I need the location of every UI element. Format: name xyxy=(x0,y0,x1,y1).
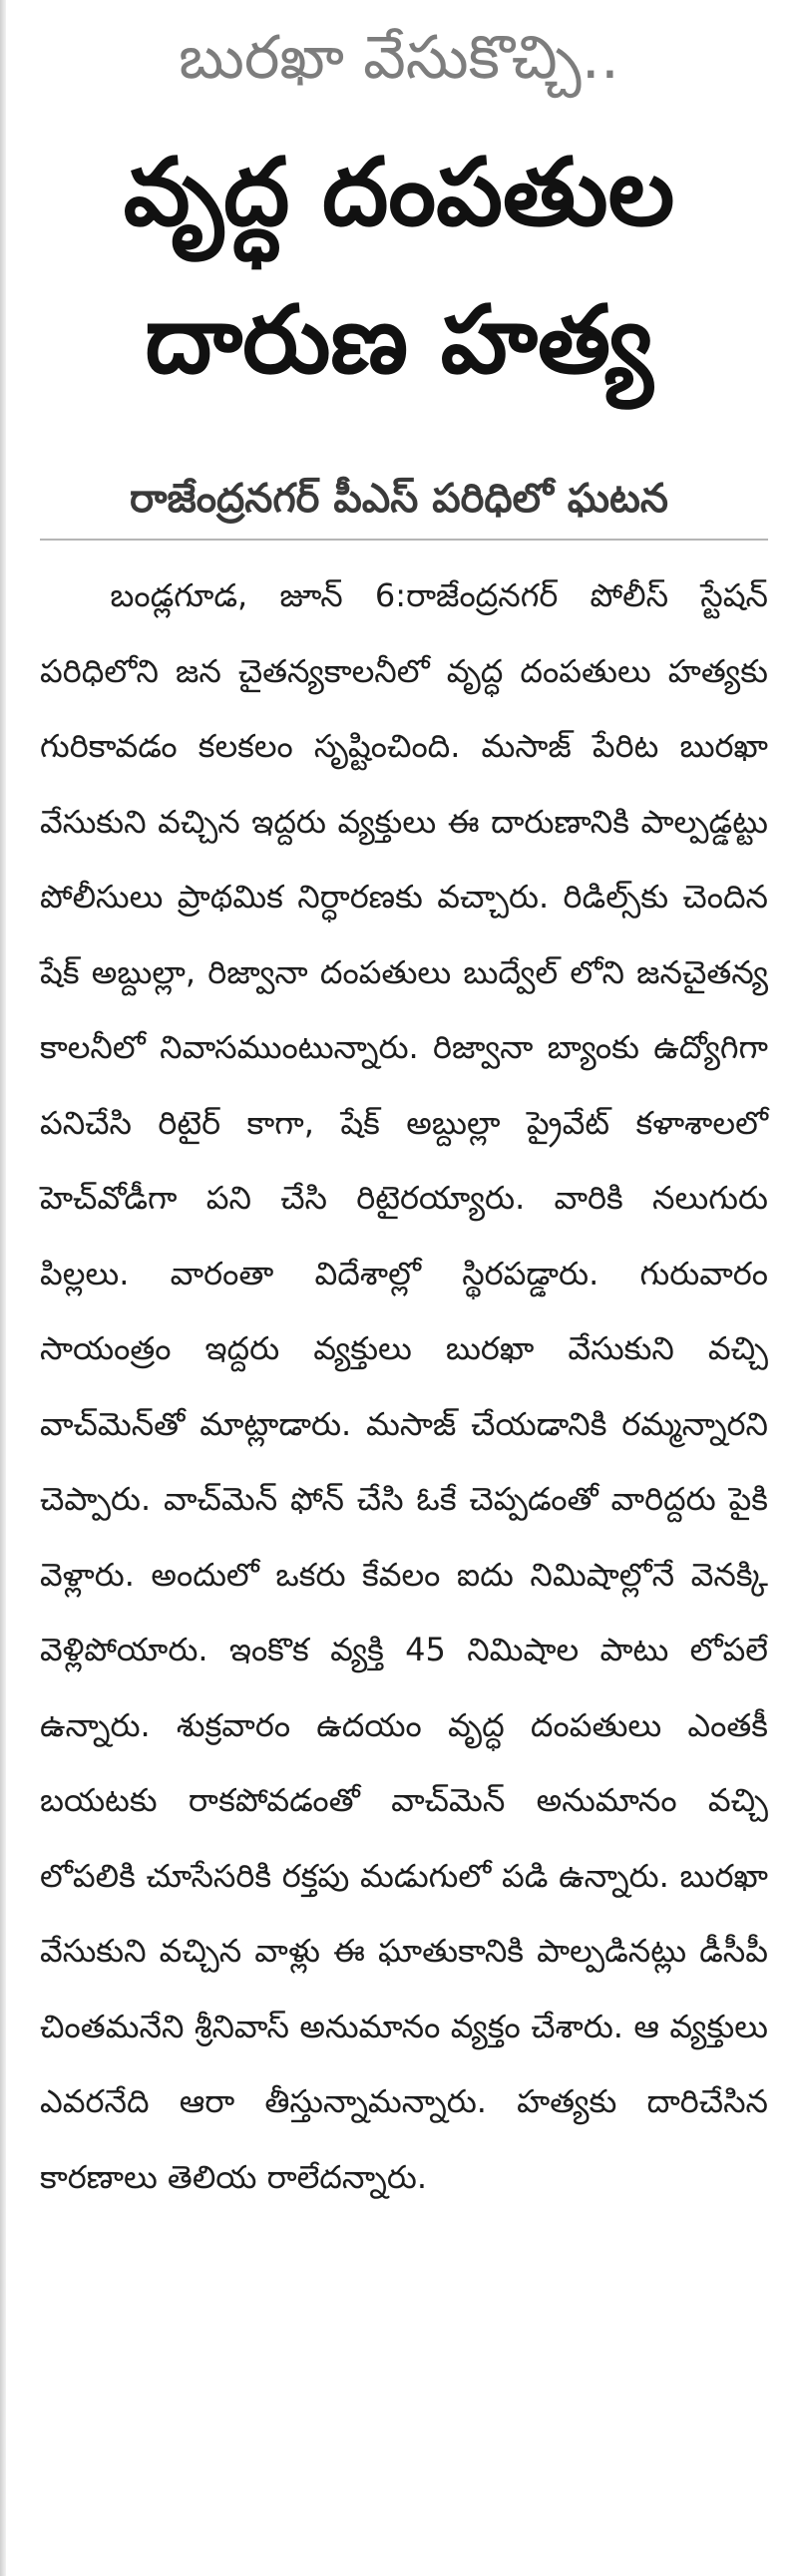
article-headline xyxy=(0,120,798,415)
article-kicker: బురఖా వేసుకొచ్చి.. xyxy=(179,23,619,93)
headline-line-2: దారుణ హత్య xyxy=(145,286,653,395)
article-body: బండ్లగూడ, జూన్‌ 6:రాజేంద్రనగర్‌ పోలీస్‌ స్టేషన్‌ పరిధిలోని జన చైతన్యకాలనీలో వృద్ధ దంపతులు హత్యకు గురికావడం కలకలం సృష్టించింది. మసాజ్‌ పేరిట బురఖా వేసుకుని వచ్చిన ఇద్దరు వ్యక్తులు ఈ దారుణానికి పాల్పడ్డట్టు పోలీసులు ప్రాథమిక నిర్ధారణకు వచ్చారు. రిడిల్స్‌కు చెందిన షేక్‌ అబ్దుల్లా, రిజ్వానా దంపతులు బుద్వేల్‌ లోని జనచైతన్య కాలనీలో నివాసముంటున్నారు. రిజ్వానా బ్యాంకు ఉద్యోగిగా పనిచేసి రిటైర్‌ కాగా, షేక్‌ అబ్దుల్లా ప్రైవేట్‌ కళాశాలలో హెచ్‌వోడీగా పని చేసి రిటైరయ్యారు. వారికి నలుగురు పిల్లలు. వారంతా విదేశాల్లో స్థిరపడ్డారు. గురువారం సాయంత్రం ఇద్దరు వ్యక్తులు బురఖా వేసుకుని వచ్చి వాచ్‌మెన్‌తో మాట్లాడారు. మసాజ్‌ చేయడానికి రమ్మన్నారని చెప్పారు. వాచ్‌మెన్‌ ఫోన్‌ చేసి ఓకే చెప్పడంతో వారిద్దరు పైకి వెళ్లారు. అందులో ఒకరు కేవలం ఐదు నిమిషాల్లోనే వెనక్కి వెళ్లిపోయారు. ఇంకొక వ్యక్తి 45 నిమిషాల పాటు లోపలే ఉన్నారు. శుక్రవారం ఉదయం వృద్ధ దంపతులు ఎంతకీ బయటకు రాకపోవడంతో వాచ్‌మెన్‌ అనుమానం వచ్చి లోపలికి చూసేసరికి రక్తపు మడుగులో పడి ఉన్నారు. బురఖా వేసుకుని వచ్చిన వాళ్లు ఈ ఘాతుకానికి పాల్పడినట్లు డీసీపీ చింతమనేని శ్రీనివాస్‌ అనుమానం వ్యక్తం చేశారు. ఆ వ్యక్తులు ఎవరనేది ఆరా తీస్తున్నామన్నారు. హత్యకు దారిచేసిన కారణాలు తెలియ రాలేదన్నారు. xyxy=(40,576,768,2196)
subhead-divider xyxy=(40,539,768,541)
article-subheadline: రాజేంద్రనగర్‌ పీఎస్‌ పరిధిలో ఘటన xyxy=(130,476,668,522)
headline-line-1: వృద్ధ దంపతుల xyxy=(123,139,675,247)
